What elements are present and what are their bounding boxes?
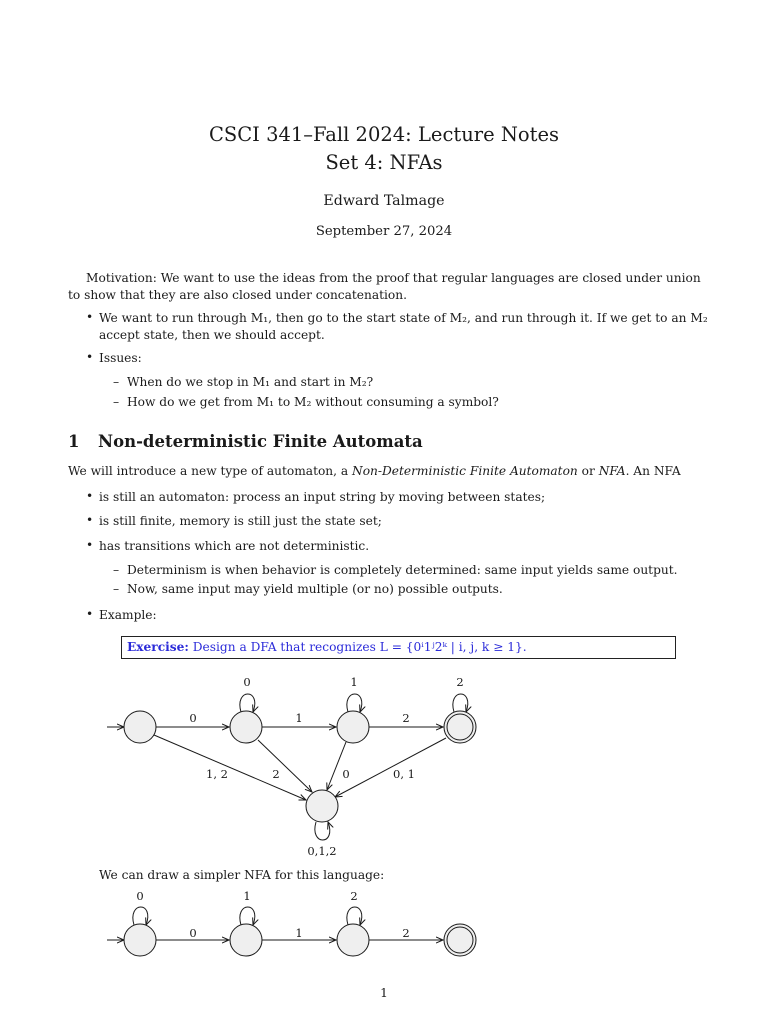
state-q2 <box>337 711 369 743</box>
section-number: 1 <box>68 432 80 451</box>
title-line-1: CSCI 341–Fall 2024: Lecture Notes <box>208 123 560 146</box>
nfa-loop-q2 <box>347 907 362 925</box>
loop-dead <box>315 822 330 840</box>
author: Edward Talmage <box>323 193 445 209</box>
dash-mark: – <box>113 563 120 577</box>
loop-q2 <box>347 694 362 712</box>
nfa-intro-text: We can draw a simpler NFA for this language: <box>99 868 385 882</box>
motivation-paragraph: Motivation: We want to use the ideas from the proof that regular languages are closed under union to show that they are also closed under concatenation. <box>68 271 701 302</box>
nfa-subitem-2: Now, same input may yield multiple (or no) possible outputs. <box>127 582 503 596</box>
page-number: 1 <box>380 986 388 1000</box>
bullet-dot: • <box>86 489 94 503</box>
dfa-edge-label-2b: 2 <box>272 767 280 781</box>
nfa-state-q1 <box>230 924 262 956</box>
edge-q3-dead <box>335 738 446 797</box>
nfa-property-2: is still finite, memory is still just the state set; <box>99 514 382 528</box>
nfa-edge-label-1: 1 <box>295 926 303 940</box>
bullet-dot: • <box>86 513 94 527</box>
date: September 27, 2024 <box>315 224 453 239</box>
dfa-edge-label-1: 1 <box>295 711 303 725</box>
nfa-loop-q1 <box>240 907 255 925</box>
bullet-dot: • <box>86 538 94 552</box>
edge-q2-dead <box>327 742 346 790</box>
dfa-edge-label-0: 0 <box>189 711 197 725</box>
motivation-subitem-2: How do we get from M₁ to M₂ without consuming a symbol? <box>127 395 499 409</box>
state-q0 <box>124 711 156 743</box>
dfa-loop-label-2: 2 <box>456 675 464 689</box>
nfa-property-3: has transitions which are not deterministic. <box>99 539 370 553</box>
state-q1 <box>230 711 262 743</box>
nfa-loop-label-0: 0 <box>136 889 144 903</box>
exercise-label: Exercise: <box>127 640 189 654</box>
motivation-bullet-1: We want to run through M₁, then go to the start state of M₂, and run through it. If we get to an M₂ accept state, then we should accept. <box>99 311 708 342</box>
title-line-2: Set 4: NFAs <box>325 151 443 174</box>
dash-mark: – <box>113 395 120 409</box>
nfa-subitem-1: Determinism is when behavior is completely determined: same input yields same output. <box>127 563 678 577</box>
nfa-edge-label-0: 0 <box>189 926 197 940</box>
dfa-edge-label-01: 0, 1 <box>393 767 415 781</box>
section-intro: We will introduce a new type of automaton, a Non-Deterministic Finite Automaton or NFA. An NFA <box>68 464 681 478</box>
exercise-text: Design a DFA that recognizes L = {0ⁱ1ʲ2ᵏ | i, j, k ≥ 1}. <box>192 640 527 654</box>
nfa-state-q2 <box>337 924 369 956</box>
nfa-loop-label-2: 2 <box>350 889 358 903</box>
exercise-box <box>121 636 676 659</box>
state-q3-accept-inner <box>447 714 473 740</box>
motivation-bullet-2: Issues: <box>99 351 142 365</box>
nfa-loop-q0 <box>133 907 148 925</box>
nfa-state-q3-accept-inner <box>447 927 473 953</box>
bullet-dot: • <box>86 607 94 621</box>
loop-q1 <box>240 694 255 712</box>
dash-mark: – <box>113 375 120 389</box>
nfa-diagram <box>0 885 768 965</box>
nfa-state-q0 <box>124 924 156 956</box>
edge-q1-dead <box>258 740 312 792</box>
dfa-loop-label-1: 1 <box>350 675 358 689</box>
bullet-dot: • <box>86 350 94 364</box>
dfa-edge-label-12: 1, 2 <box>206 767 228 781</box>
dash-mark: – <box>113 582 120 596</box>
motivation-subitem-1: When do we stop in M₁ and start in M₂? <box>127 375 374 389</box>
loop-q3 <box>453 694 468 712</box>
nfa-property-1: is still an automaton: process an input string by moving between states; <box>99 490 546 504</box>
dfa-edge-label-2: 2 <box>402 711 410 725</box>
nfa-loop-label-1: 1 <box>243 889 251 903</box>
dfa-diagram <box>0 670 768 870</box>
bullet-dot: • <box>86 310 94 324</box>
dfa-edge-label-0b: 0 <box>342 767 350 781</box>
section-title: Non-deterministic Finite Automata <box>98 432 423 451</box>
dfa-loop-label-0: 0 <box>243 675 251 689</box>
edge-q0-dead <box>154 735 306 800</box>
nfa-edge-label-2: 2 <box>402 926 410 940</box>
dfa-dead-loop-label: 0,1,2 <box>307 844 337 858</box>
state-dead <box>306 790 338 822</box>
example-label: Example: <box>99 608 157 622</box>
